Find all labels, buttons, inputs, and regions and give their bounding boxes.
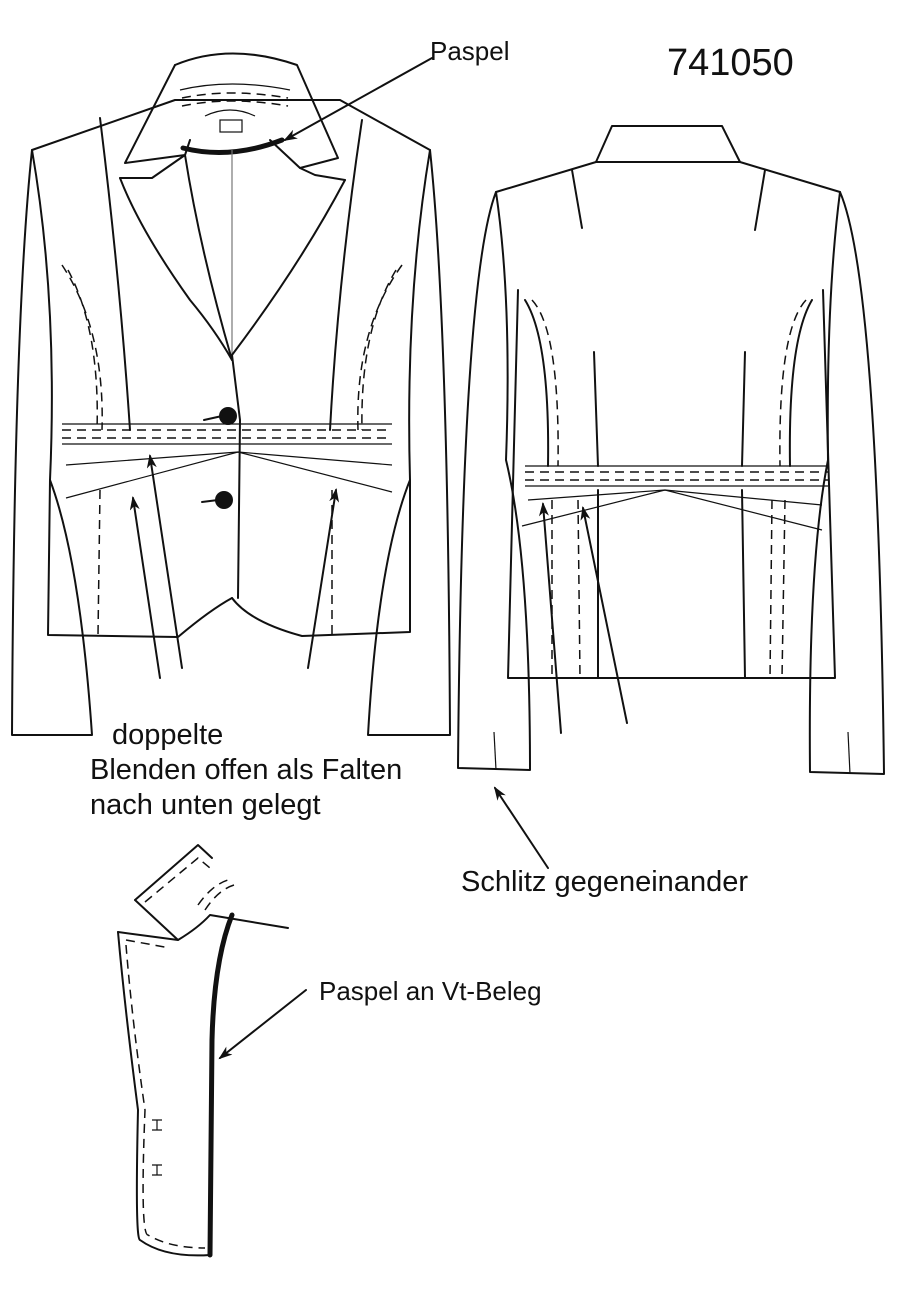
model-number: 741050 xyxy=(667,42,794,84)
arrow-blende-3 xyxy=(308,490,336,668)
label-blenden-line-2: Blenden offen als Falten xyxy=(90,753,403,786)
label-schlitz: Schlitz gegeneinander xyxy=(461,866,748,898)
jacket-back-view xyxy=(458,126,884,774)
arrow-schlitz xyxy=(495,788,548,868)
label-paspel: Paspel xyxy=(430,36,510,66)
arrow-back-fold-2 xyxy=(583,508,627,723)
label-paspel-vt-beleg: Paspel an Vt-Beleg xyxy=(319,976,542,1006)
front-facing-detail xyxy=(118,845,288,1255)
label-blenden-line-1: doppelte xyxy=(112,719,224,751)
jacket-front-view xyxy=(12,54,450,736)
label-blenden-line-3: nach unten gelegt xyxy=(90,788,321,821)
arrow-blende-1 xyxy=(133,498,160,678)
label-blenden-note xyxy=(90,718,402,822)
arrow-vt-beleg xyxy=(220,990,306,1058)
